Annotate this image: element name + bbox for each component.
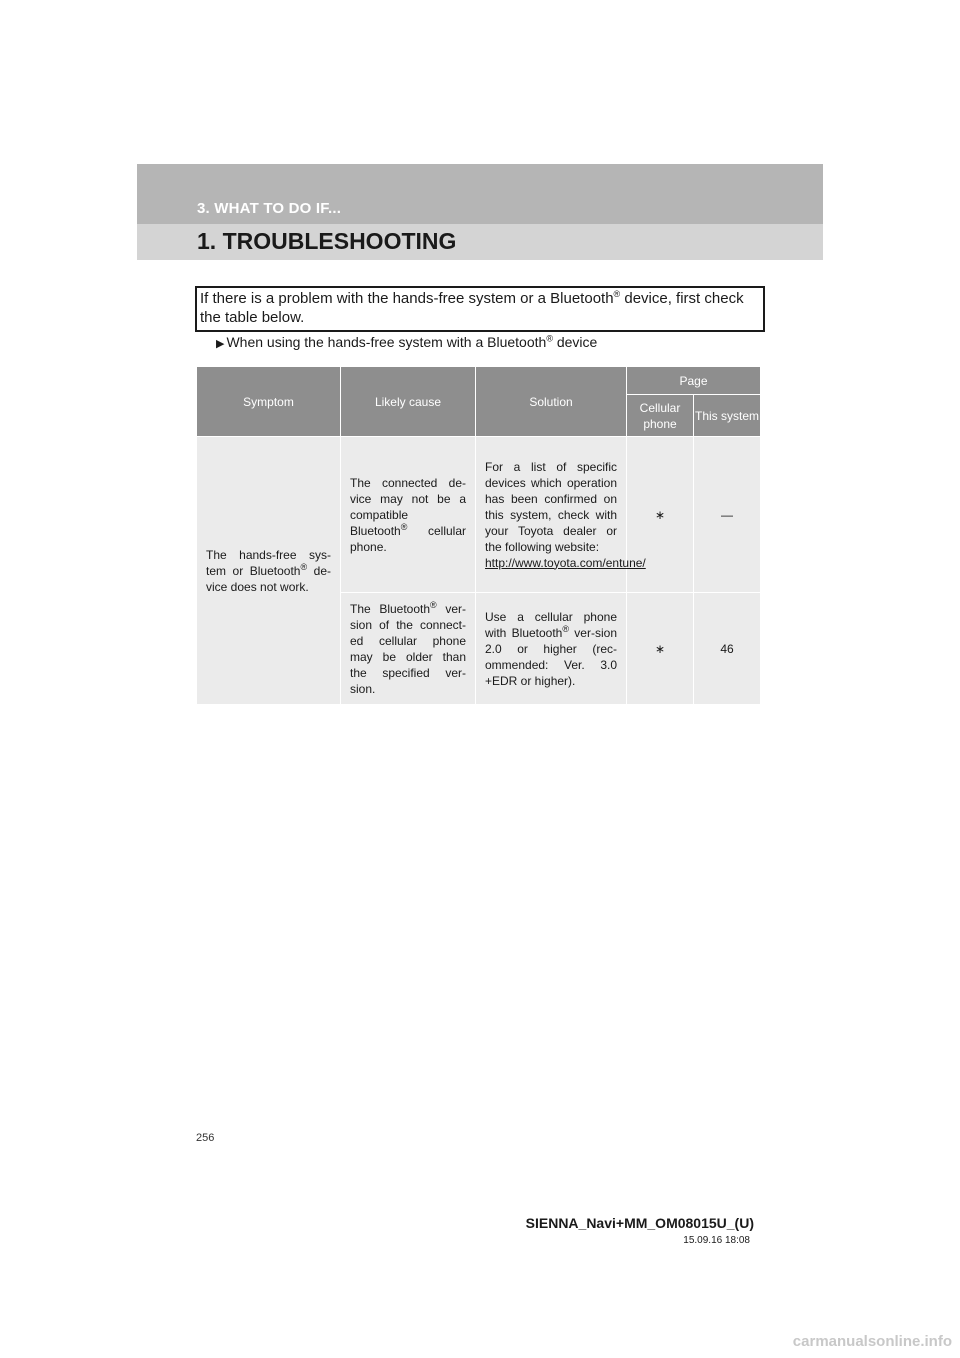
solution-cell: For a list of specific devices which operation has been confirmed on this system, check with your Toyota dealer or the following website: http://www.toyota.com/entune/ xyxy=(476,437,627,593)
header-this-system: This system xyxy=(694,395,761,437)
solution-cell: Use a cellular phone with Bluetooth® ver-sion 2.0 or higher (rec-ommended: Ver. 3.0 +EDR or higher). xyxy=(476,593,627,705)
system-page-cell: — xyxy=(694,437,761,593)
header-likely-cause: Likely cause xyxy=(341,367,476,437)
header-cellular-phone: Cellular phone xyxy=(627,395,694,437)
cause-cell: The Bluetooth® ver-sion of the connect-ed cellular phone may be older than the specified ver-sion. xyxy=(341,593,476,705)
symptom-cell: The hands-free sys-tem or Bluetooth® de-vice does not work. xyxy=(197,437,341,705)
registered-mark: ® xyxy=(546,333,553,344)
website-link[interactable]: http://www.toyota.com/entune/ xyxy=(485,555,646,570)
header-page: Page xyxy=(627,367,761,395)
sub-heading-text-1: When using the hands-free system with a Bluetooth xyxy=(226,334,547,350)
notice-text-2: device, first check the table below. xyxy=(200,290,744,326)
table-row xyxy=(197,437,761,593)
cause-cell: The connected de-vice may not be a compatible Bluetooth® cellular phone. xyxy=(341,437,476,593)
page-title: 1. TROUBLESHOOTING xyxy=(197,228,457,254)
triangle-bullet-icon: ▶ xyxy=(216,338,225,350)
system-page-cell: 46 xyxy=(694,593,761,705)
header-band xyxy=(137,164,823,260)
notice-text-1: If there is a problem with the hands-free system or a Bluetooth xyxy=(200,290,614,307)
troubleshooting-table xyxy=(196,366,761,705)
header-symptom: Symptom xyxy=(197,367,341,437)
registered-mark: ® xyxy=(613,289,621,299)
document-code: SIENNA_Navi+MM_OM08015U_(U) xyxy=(525,1215,754,1231)
sub-heading-text-2: device xyxy=(552,334,598,350)
sub-heading xyxy=(216,334,597,350)
document-timestamp: 15.09.16 18:08 xyxy=(683,1235,750,1246)
notice-box xyxy=(195,286,765,332)
section-title: 3. WHAT TO DO IF... xyxy=(197,200,342,217)
registered-mark: ® xyxy=(430,599,437,610)
registered-mark: ® xyxy=(562,623,569,634)
page-number: 256 xyxy=(196,1132,215,1144)
registered-mark: ® xyxy=(300,561,308,572)
cellular-page-cell: ∗ xyxy=(627,593,694,705)
registered-mark: ® xyxy=(400,521,408,532)
header-solution: Solution xyxy=(476,367,627,437)
watermark: carmanualsonline.info xyxy=(792,1333,952,1350)
cellular-page-cell: ∗ xyxy=(627,437,694,593)
